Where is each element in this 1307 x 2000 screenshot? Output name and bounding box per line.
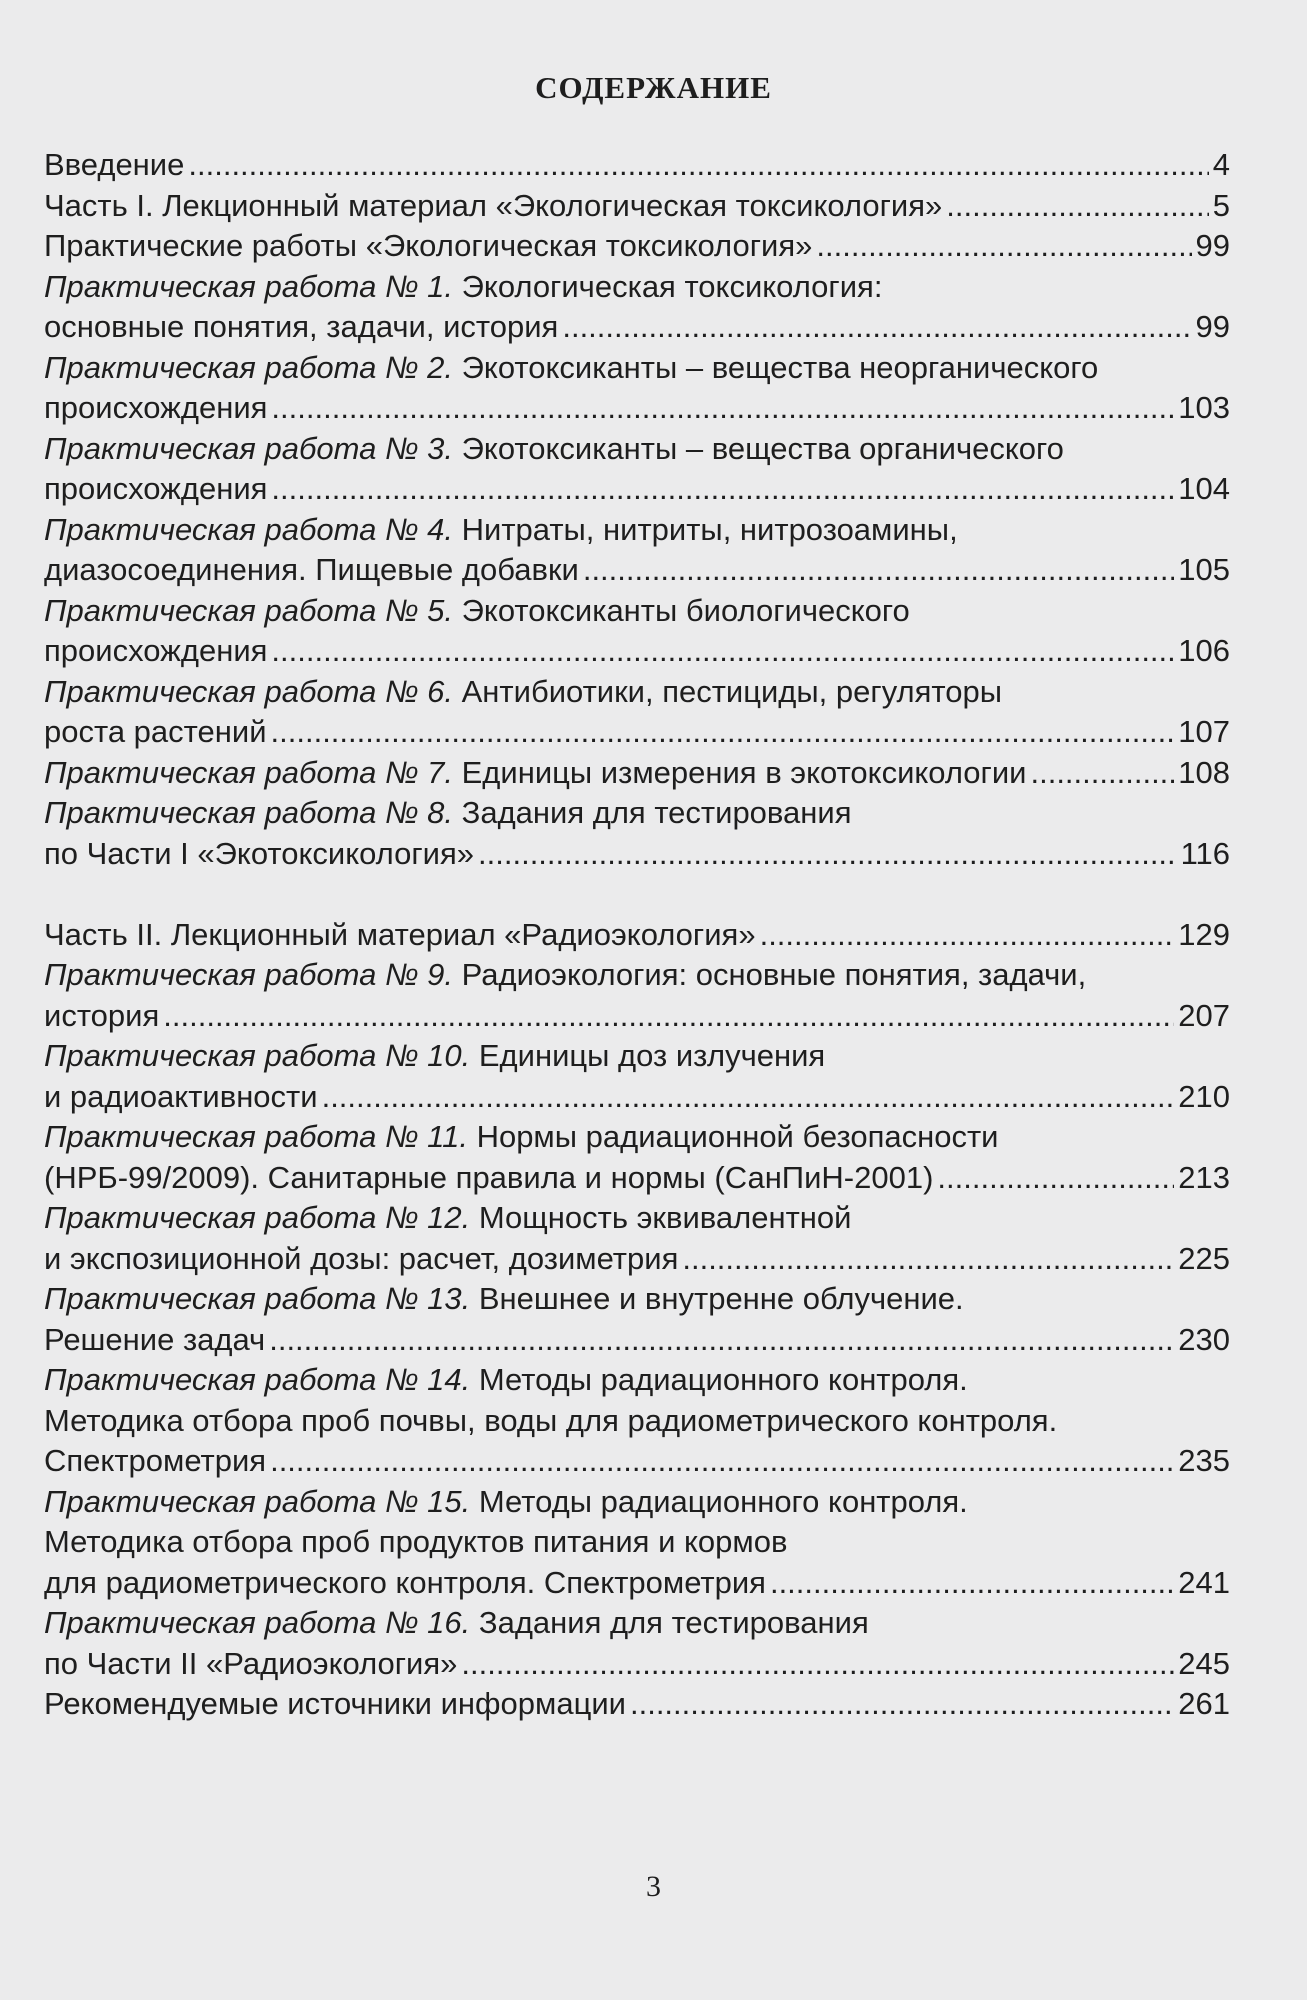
toc-entry-prefix: Практическая работа № 5.: [44, 592, 454, 628]
toc-entry-prefix: Практическая работа № 14.: [44, 1362, 471, 1397]
toc-entry-title: диазосоединения. Пищевые добавки: [44, 552, 579, 587]
toc-page-number: 261: [1178, 1686, 1230, 1721]
toc-entry-prefix: Практическая работа № 13.: [44, 1281, 471, 1316]
toc-entry-text: [44, 915, 756, 956]
toc-line: [44, 1117, 1230, 1158]
toc-entry-text: [44, 753, 1026, 794]
table-of-contents: [44, 145, 1230, 1725]
toc-entry: [44, 834, 1230, 875]
toc-entry-prefix: Практическая работа № 6.: [44, 673, 454, 709]
toc-entry-title: Методика отбора проб продуктов питания и кормов: [44, 1524, 788, 1559]
toc-entry-title: Единицы измерения в экотоксикологии: [453, 754, 1027, 790]
toc-leader-dots: [322, 1077, 1175, 1118]
toc-entry-text: [44, 1605, 869, 1640]
toc-entry-title: и экспозиционной дозы: расчет, дозиметрия: [44, 1240, 679, 1276]
toc-line: [44, 429, 1230, 470]
toc-entry-text: [44, 469, 267, 510]
toc-entry-title: Часть II. Лекционный материал «Радиоэкология»: [44, 916, 756, 952]
toc-entry-text: [44, 269, 882, 304]
toc-entry-text: [44, 631, 267, 672]
toc-page-number: 207: [1178, 997, 1230, 1033]
toc-line: [44, 1036, 1230, 1077]
toc-entry-text: [44, 957, 1086, 992]
toc-page-number: 210: [1178, 1078, 1230, 1114]
toc-entry: [44, 996, 1230, 1037]
toc-entry-title: основные понятия, задачи, история: [44, 309, 559, 344]
toc-entry-text: [44, 1077, 318, 1118]
toc-page-number: 4: [1212, 147, 1230, 182]
toc-line: [44, 1522, 1230, 1563]
toc-entry-prefix: Практическая работа № 16.: [44, 1605, 471, 1640]
toc-line: [44, 1360, 1230, 1401]
toc-entry-title: (НРБ-99/2009). Санитарные правила и нормы (СанПиН-2001): [44, 1159, 934, 1195]
toc-entry-title: Экотоксиканты – вещества неорганического: [453, 349, 1099, 385]
toc-page-number: 105: [1178, 552, 1230, 587]
toc-entry-title: Экотоксиканты – вещества органического: [453, 430, 1064, 466]
toc-entry-text: [44, 795, 852, 830]
toc-entry-title: Рекомендуемые источники информации: [44, 1686, 626, 1721]
toc-page-number: 129: [1178, 916, 1230, 952]
toc-line: [44, 591, 1230, 632]
toc-entry-title: история: [44, 997, 160, 1033]
toc-entry-text: [44, 1484, 968, 1519]
toc-leader-dots: [461, 1644, 1174, 1685]
toc-entry: [44, 1563, 1230, 1604]
toc-leader-dots: [163, 996, 1174, 1037]
toc-entry-prefix: Практическая работа № 2.: [44, 349, 454, 385]
toc-entry-prefix: Практическая работа № 4.: [44, 511, 454, 547]
toc-page-number: 106: [1178, 633, 1230, 668]
toc-leader-dots: [937, 1158, 1174, 1199]
toc-entry-prefix: Практическая работа № 7.: [44, 754, 454, 790]
toc-entry-title: происхождения: [44, 633, 268, 668]
toc-page-number: 99: [1195, 309, 1230, 344]
toc-entry-prefix: Практическая работа № 15.: [44, 1483, 471, 1519]
toc-page-number: 230: [1178, 1321, 1230, 1357]
toc-entry-text: [44, 834, 474, 875]
toc-entry-title: Решение задач: [44, 1321, 266, 1357]
toc-entry-prefix: Практическая работа № 11.: [44, 1119, 468, 1154]
toc-page-number: 107: [1178, 714, 1230, 749]
toc-line: [44, 793, 1230, 834]
toc-line: [44, 955, 1230, 996]
toc-entry: [44, 712, 1230, 753]
toc-entry-prefix: Практическая работа № 12.: [44, 1200, 471, 1235]
toc-entry-title: Внешнее и внутренне облучение.: [470, 1281, 964, 1316]
toc-entry-text: [44, 1362, 968, 1397]
toc-entry: [44, 186, 1230, 227]
toc-entry-title: по Части I «Экотоксикология»: [44, 835, 475, 871]
toc-entry-text: [44, 996, 159, 1037]
toc-entry-prefix: Практическая работа № 10.: [44, 1038, 471, 1073]
toc-entry: [44, 226, 1230, 267]
toc-entry-text: [44, 1119, 998, 1154]
toc-line: [44, 1482, 1230, 1523]
toc-page-number: 5: [1212, 187, 1230, 223]
toc-line: [44, 1401, 1230, 1442]
toc-entry-text: [44, 226, 812, 267]
toc-entry-title: Экотоксиканты биологического: [453, 592, 910, 628]
toc-entry: [44, 631, 1230, 672]
toc-entry-prefix: Практическая работа № 9.: [44, 957, 454, 992]
toc-leader-dots: [269, 1320, 1174, 1361]
toc-page-number: 116: [1180, 835, 1230, 871]
toc-entry-title: Единицы доз излучения: [470, 1038, 826, 1073]
toc-entry-title: для радиометрического контроля. Спектрометрия: [44, 1564, 766, 1600]
toc-page-number: 225: [1178, 1240, 1230, 1276]
toc-entry-text: [44, 307, 558, 348]
toc-entry-text: [44, 674, 1002, 709]
toc-entry-title: происхождения: [44, 471, 268, 506]
toc-entry-title: и радиоактивности: [44, 1078, 318, 1114]
toc-line: [44, 1198, 1230, 1239]
toc-entry-text: [44, 145, 184, 186]
toc-entry-text: [44, 712, 267, 753]
toc-entry-title: Методы радиационного контроля.: [470, 1483, 968, 1519]
page-title: СОДЕРЖАНИЕ: [535, 70, 772, 105]
page-number: 3: [646, 1870, 661, 1903]
toc-entry-title: Экологическая токсикология:: [453, 268, 883, 304]
toc-entry-text: [44, 1563, 766, 1604]
toc-line: [44, 267, 1230, 308]
toc-leader-dots: [946, 186, 1208, 227]
toc-entry-text: [44, 1644, 457, 1685]
toc-line: [44, 1603, 1230, 1644]
toc-entry-text: [44, 1320, 265, 1361]
toc-entry-prefix: Практическая работа № 1.: [44, 268, 454, 304]
toc-entry-title: Радиоэкология: основные понятия, задачи,: [453, 957, 1087, 992]
toc-leader-dots: [271, 388, 1174, 429]
toc-page-number: 99: [1195, 228, 1230, 263]
toc-page-number: 104: [1178, 471, 1230, 506]
toc-entry-title: Задания для тестирования: [453, 795, 852, 830]
toc-entry: [44, 1158, 1230, 1199]
toc-entry-title: Введение: [44, 147, 185, 182]
toc-entry: [44, 469, 1230, 510]
toc-entry: [44, 388, 1230, 429]
toc-entry: [44, 915, 1230, 956]
toc-entry-prefix: Практическая работа № 8.: [44, 795, 454, 830]
toc-entry: [44, 753, 1230, 794]
toc-entry-title: Часть I. Лекционный материал «Экологическая токсикология»: [44, 187, 943, 223]
toc-entry-text: [44, 1239, 678, 1280]
toc-leader-dots: [760, 915, 1175, 956]
toc-entry: [44, 1239, 1230, 1280]
toc-page-number: 213: [1178, 1159, 1230, 1195]
toc-entry-text: [44, 1158, 933, 1199]
toc-entry-title: Методы радиационного контроля.: [470, 1362, 968, 1397]
toc-entry: [44, 307, 1230, 348]
toc-entry-text: [44, 512, 958, 547]
toc-entry-text: [44, 1038, 825, 1073]
toc-leader-dots: [478, 834, 1177, 875]
toc-entry-title: Нормы радиационной безопасности: [467, 1119, 999, 1154]
toc-leader-dots: [271, 469, 1174, 510]
toc-entry: [44, 145, 1230, 186]
toc-leader-dots: [583, 550, 1174, 591]
toc-entry: [44, 1644, 1230, 1685]
toc-entry-text: [44, 1281, 964, 1316]
toc-leader-dots: [270, 1441, 1174, 1482]
toc-page-number: 103: [1178, 390, 1230, 425]
toc-leader-dots: [816, 226, 1191, 267]
toc-gap: [44, 874, 1230, 915]
toc-leader-dots: [188, 145, 1208, 186]
toc-line: [44, 1279, 1230, 1320]
toc-entry-title: Мощность эквивалентной: [470, 1200, 852, 1235]
toc-entry-text: [44, 186, 942, 227]
toc-entry: [44, 1320, 1230, 1361]
toc-entry-title: Спектрометрия: [44, 1443, 267, 1478]
toc-entry-title: роста растений: [44, 714, 267, 749]
toc-entry-title: происхождения: [44, 390, 268, 425]
toc-page-number: 245: [1178, 1645, 1230, 1681]
toc-line: [44, 672, 1230, 713]
toc-entry-text: [44, 1524, 787, 1559]
toc-leader-dots: [271, 631, 1174, 672]
toc-leader-dots: [630, 1684, 1174, 1725]
toc-entry: [44, 1684, 1230, 1725]
toc-entry-text: [44, 1403, 1057, 1438]
toc-entry-text: [44, 593, 910, 628]
toc-leader-dots: [770, 1563, 1174, 1604]
toc-page-number: 108: [1178, 754, 1230, 790]
toc-leader-dots: [271, 712, 1175, 753]
toc-entry-text: [44, 431, 1064, 466]
toc-entry-text: [44, 1441, 266, 1482]
toc-page-number: 241: [1178, 1564, 1230, 1600]
toc-leader-dots: [562, 307, 1191, 348]
toc-entry-text: [44, 1200, 851, 1235]
toc-leader-dots: [1030, 753, 1174, 794]
toc-entry-title: Задания для тестирования: [470, 1605, 869, 1640]
toc-line: [44, 510, 1230, 551]
toc-entry-title: Методика отбора проб почвы, воды для радиометрического контроля.: [44, 1402, 1058, 1438]
toc-entry-title: Нитраты, нитриты, нитрозоамины,: [453, 511, 958, 547]
toc-entry-text: [44, 550, 579, 591]
toc-entry-title: по Части II «Радиоэкология»: [44, 1645, 458, 1681]
toc-line: [44, 348, 1230, 389]
toc-leader-dots: [682, 1239, 1174, 1280]
toc-entry-text: [44, 350, 1098, 385]
toc-entry: [44, 1077, 1230, 1118]
toc-entry-title: Практические работы «Экологическая токсикология»: [44, 228, 813, 263]
toc-entry-text: [44, 388, 267, 429]
toc-page-number: 235: [1178, 1443, 1230, 1478]
toc-entry-text: [44, 1684, 626, 1725]
toc-entry-prefix: Практическая работа № 3.: [44, 430, 454, 466]
toc-entry-title: Антибиотики, пестициды, регуляторы: [453, 673, 1002, 709]
toc-entry: [44, 1441, 1230, 1482]
toc-entry: [44, 550, 1230, 591]
